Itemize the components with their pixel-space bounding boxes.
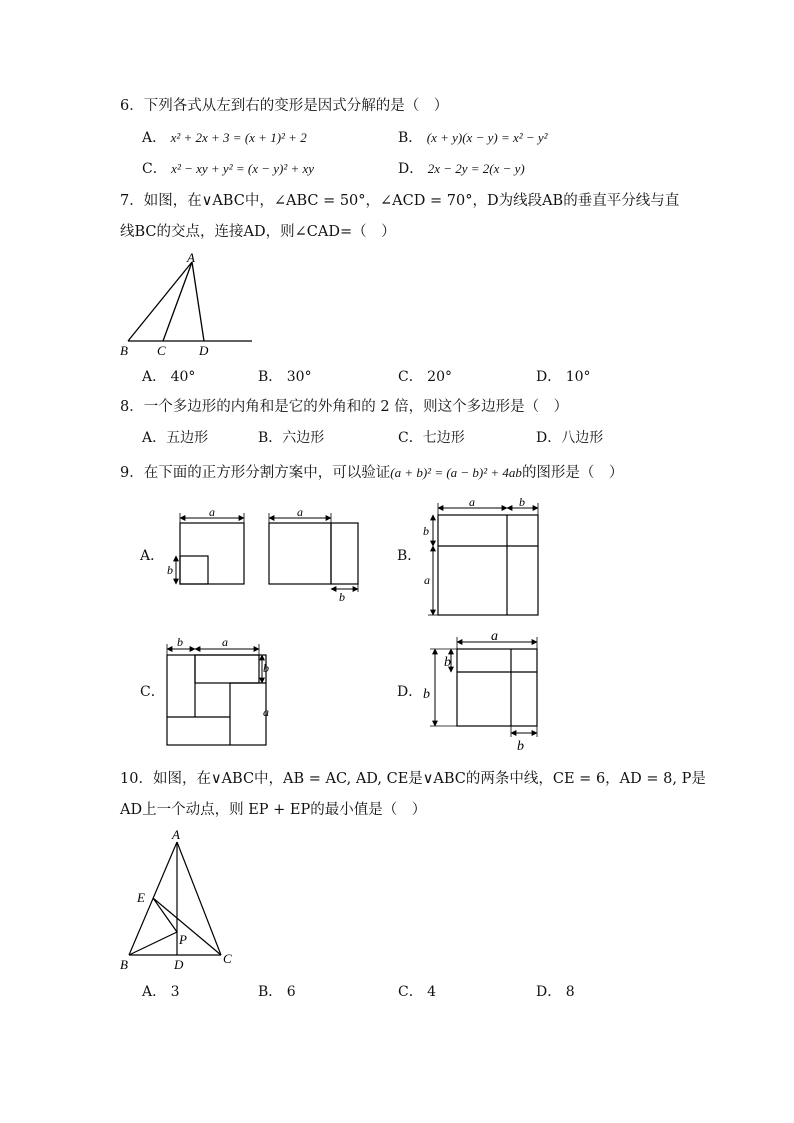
dim-b-label: b [517, 739, 524, 754]
dim-b-label: b [177, 635, 183, 649]
dim-a-label: a [424, 573, 430, 587]
q10-stem-line1: 10．如图，在∨ABC中，AB = AC, AD, CE是∨ABC的两条中线，CE = 6，AD = 8, P是 [120, 771, 706, 787]
q10-label-d: D [174, 957, 184, 972]
q7-label-b: B [120, 343, 128, 358]
option-expr: (x + y)(x − y) = x² − y² [426, 130, 548, 145]
q9-stem [120, 463, 623, 483]
q10-stem-line2: AD上一个动点，则 EP + EP的最小值是（ ） [120, 802, 427, 818]
dim-a-label: a [263, 705, 269, 719]
option-letter: B． [258, 984, 283, 1000]
option-letter: A． [142, 369, 167, 385]
dim-a-label: a [491, 629, 498, 644]
option-letter: B． [258, 430, 283, 446]
q7-segment-ab [128, 262, 192, 341]
option-letter: D． [536, 430, 562, 446]
q7-stem-line2: 线BC的交点，连接AD，则∠CAD=（ ） [120, 224, 396, 240]
option-expr: 2x − 2y = 2(x − y) [427, 161, 525, 176]
dim-a-label: a [222, 635, 228, 649]
q10-label-p: P [179, 932, 187, 947]
q9-stem-post: 的图形是（ ） [521, 465, 624, 481]
q10-label-b: B [120, 957, 128, 972]
q10-option-c[interactable] [398, 982, 436, 1002]
option-text: 六边形 [282, 430, 325, 446]
dim-b-label: b [519, 495, 525, 509]
option-text: 10° [565, 369, 591, 385]
q9-figure-d [418, 626, 548, 756]
option-text: 40° [170, 369, 196, 385]
dim-a-label: a [209, 505, 215, 519]
option-letter: D． [398, 161, 424, 177]
q8-option-a[interactable] [142, 428, 208, 448]
option-letter: C． [398, 430, 423, 446]
q9-figure-b [418, 492, 548, 620]
option-text: 6 [286, 984, 296, 1000]
option-text: 八边形 [561, 430, 604, 446]
dim-b-label: b [167, 563, 173, 577]
q6-option-a[interactable] [142, 128, 307, 148]
option-letter: C． [398, 369, 423, 385]
q10-triangle-figure [110, 825, 250, 975]
option-letter: A． [142, 984, 167, 1000]
q8-option-b[interactable] [258, 428, 324, 448]
q7-triangle-figure [110, 250, 270, 360]
option-letter: C． [142, 161, 167, 177]
option-text: 3 [170, 984, 180, 1000]
q9-stem-formula: (a + b)² = (a − b)² + 4ab [390, 465, 522, 480]
q10-segment-bp [129, 932, 177, 955]
q7-option-b[interactable] [258, 367, 312, 387]
q9-option-b[interactable]: B． [397, 548, 422, 564]
dim-b-label: b [339, 590, 345, 604]
dim-b-label: b [423, 687, 430, 702]
option-expr: x² + 2x + 3 = (x + 1)² + 2 [170, 130, 307, 145]
dim-a-label: a [469, 495, 475, 509]
option-text: 五边形 [166, 430, 209, 446]
option-text: 4 [427, 984, 437, 1000]
q8-stem: 8．一个多边形的内角和是它的外角和的 2 倍，则这个多边形是（ ） [120, 399, 569, 415]
q9-figure-c [160, 632, 285, 750]
option-expr: x² − xy + y² = (x − y)² + xy [171, 161, 315, 176]
dim-a-label: a [297, 505, 303, 519]
option-text: 七边形 [422, 430, 465, 446]
q10-median-ce [153, 898, 221, 955]
q7-option-c[interactable] [398, 367, 452, 387]
q10-option-d[interactable] [536, 982, 575, 1002]
q7-label-d: D [199, 343, 209, 358]
q10-option-a[interactable] [142, 982, 180, 1002]
q9-option-d[interactable]: D． [397, 684, 423, 700]
q8-option-d[interactable] [536, 428, 603, 448]
option-letter: A． [142, 430, 167, 446]
option-text: 20° [427, 369, 452, 385]
q7-segment-ad [192, 262, 204, 341]
q7-label-c: C [157, 343, 166, 358]
dim-b-label: b [263, 661, 269, 675]
q9-stem-pre: 9．在下面的正方形分割方案中，可以验证 [120, 465, 391, 481]
dim-b-label: b [423, 524, 429, 538]
q7-segment-ac [163, 262, 192, 341]
q6-option-d[interactable] [398, 159, 525, 179]
q6-stem: 6．下列各式从左到右的变形是因式分解的是（ ） [120, 98, 449, 114]
option-letter: C． [398, 984, 423, 1000]
q8-option-c[interactable] [398, 428, 465, 448]
q7-stem-line1: 7．如图，在∨ABC中，∠ABC = 50°，∠ACD = 70°，D为线段AB的垂直平分线与直 [120, 193, 680, 209]
q6-option-c[interactable] [142, 159, 314, 179]
q9-option-a[interactable]: A． [140, 548, 165, 564]
q10-label-e: E [137, 890, 145, 905]
q10-option-b[interactable] [258, 982, 296, 1002]
q7-label-a: A [187, 250, 195, 265]
option-text: 8 [565, 984, 575, 1000]
option-text: 30° [286, 369, 312, 385]
option-letter: A． [142, 130, 167, 146]
option-letter: D． [536, 984, 562, 1000]
q9-option-c[interactable]: C． [140, 684, 165, 700]
dim-b-label: b [444, 655, 451, 670]
option-letter: B． [258, 369, 283, 385]
q9-figure-a [160, 500, 375, 610]
q7-option-a[interactable] [142, 367, 195, 387]
option-letter: B． [398, 130, 423, 146]
q10-label-a: A [172, 827, 180, 842]
option-letter: D． [536, 369, 562, 385]
q6-option-b[interactable] [398, 128, 548, 148]
q7-option-d[interactable] [536, 367, 591, 387]
q10-label-c: C [223, 951, 232, 966]
